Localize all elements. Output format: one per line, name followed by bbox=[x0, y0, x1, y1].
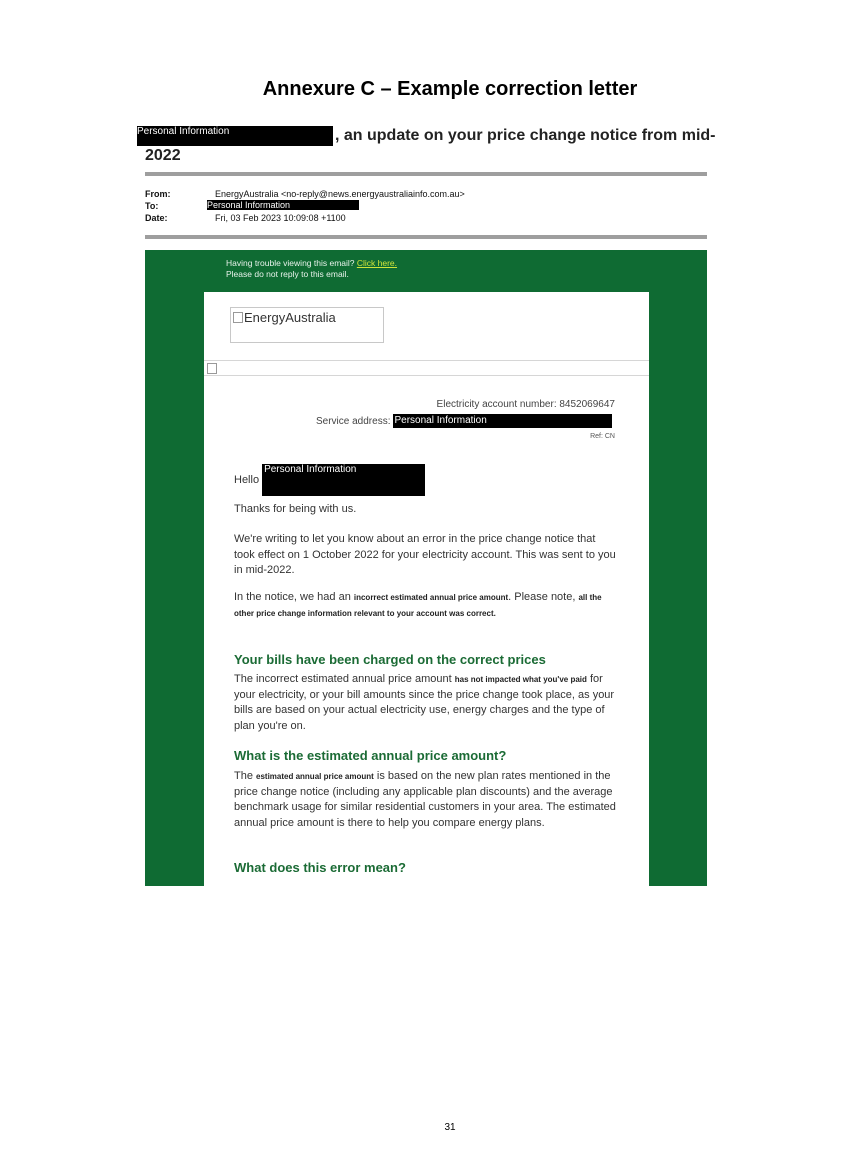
intro-paragraph: We're writing to let you know about an error in the price change notice that took effect on 1 October 2022 for your electricity account. This was sent to you in mid-2022. bbox=[234, 533, 616, 576]
service-address bbox=[316, 414, 612, 428]
service-address-redaction: Personal Information bbox=[393, 414, 612, 428]
subject-line1: , an update on your price change notice from mid- bbox=[335, 127, 716, 144]
banner-image bbox=[204, 360, 649, 376]
document-title: Annexure C – Example correction letter bbox=[262, 78, 638, 100]
hello-text: Hello bbox=[234, 474, 260, 486]
account-number: Electricity account number: 8452069647 bbox=[436, 399, 615, 410]
trouble-text: Having trouble viewing this email? bbox=[226, 258, 357, 268]
to-label: To: bbox=[145, 201, 159, 211]
divider-bottom bbox=[145, 235, 707, 239]
broken-image-icon bbox=[207, 363, 217, 374]
reference: Ref: CN bbox=[590, 433, 615, 440]
heading-error: What does this error mean? bbox=[234, 860, 406, 875]
broken-image-icon bbox=[233, 312, 243, 323]
date-label: Date: bbox=[145, 213, 168, 223]
thanks-paragraph: Thanks for being with us. bbox=[234, 503, 357, 515]
email-card bbox=[204, 292, 649, 886]
email-subject bbox=[137, 126, 716, 166]
trouble-viewing bbox=[226, 258, 397, 280]
from-value: EnergyAustralia <no-reply@news.energyaustraliainfo.com.au> bbox=[215, 189, 465, 199]
subject-line2: 2022 bbox=[145, 147, 181, 164]
no-reply-note: Please do not reply to this email. bbox=[226, 269, 349, 279]
bills-paragraph: The incorrect estimated annual price amount has not impacted what you've paid for your electricity, or your bill amounts since the price change took place, as your bills are based on your actual electricity use, energy charges and the type of plan you're on. bbox=[234, 673, 615, 732]
estimate-paragraph: The estimated annual price amount is based on the new plan rates mentioned in the price change notice (including any applicable plan discounts) and the average benchmark usage for similar residential customers in your area. The estimated annual price amount is there to help you compare energy plans. bbox=[234, 770, 616, 829]
redaction-block: Personal Information bbox=[137, 126, 333, 146]
click-here-link[interactable]: Click here. bbox=[356, 258, 398, 268]
heading-estimate: What is the estimated annual price amount? bbox=[234, 748, 507, 763]
service-address-label: Service address: bbox=[316, 415, 391, 427]
notice-paragraph: In the notice, we had an incorrect estimated annual price amount. Please note, all the other price change information relevant to your account was correct. bbox=[234, 591, 602, 618]
page-number: 31 bbox=[444, 1122, 456, 1133]
date-value: Fri, 03 Feb 2023 10:09:08 +1100 bbox=[215, 213, 346, 223]
email-header-meta bbox=[145, 188, 465, 224]
from-label: From: bbox=[145, 189, 171, 199]
logo-alt-text: EnergyAustralia bbox=[244, 310, 336, 325]
name-redaction: Personal Information bbox=[262, 464, 425, 496]
heading-bills: Your bills have been charged on the correct prices bbox=[234, 652, 546, 667]
logo-image bbox=[230, 307, 384, 343]
to-redaction: Personal Information bbox=[207, 200, 359, 210]
greeting bbox=[234, 464, 425, 496]
divider-top bbox=[145, 172, 707, 176]
